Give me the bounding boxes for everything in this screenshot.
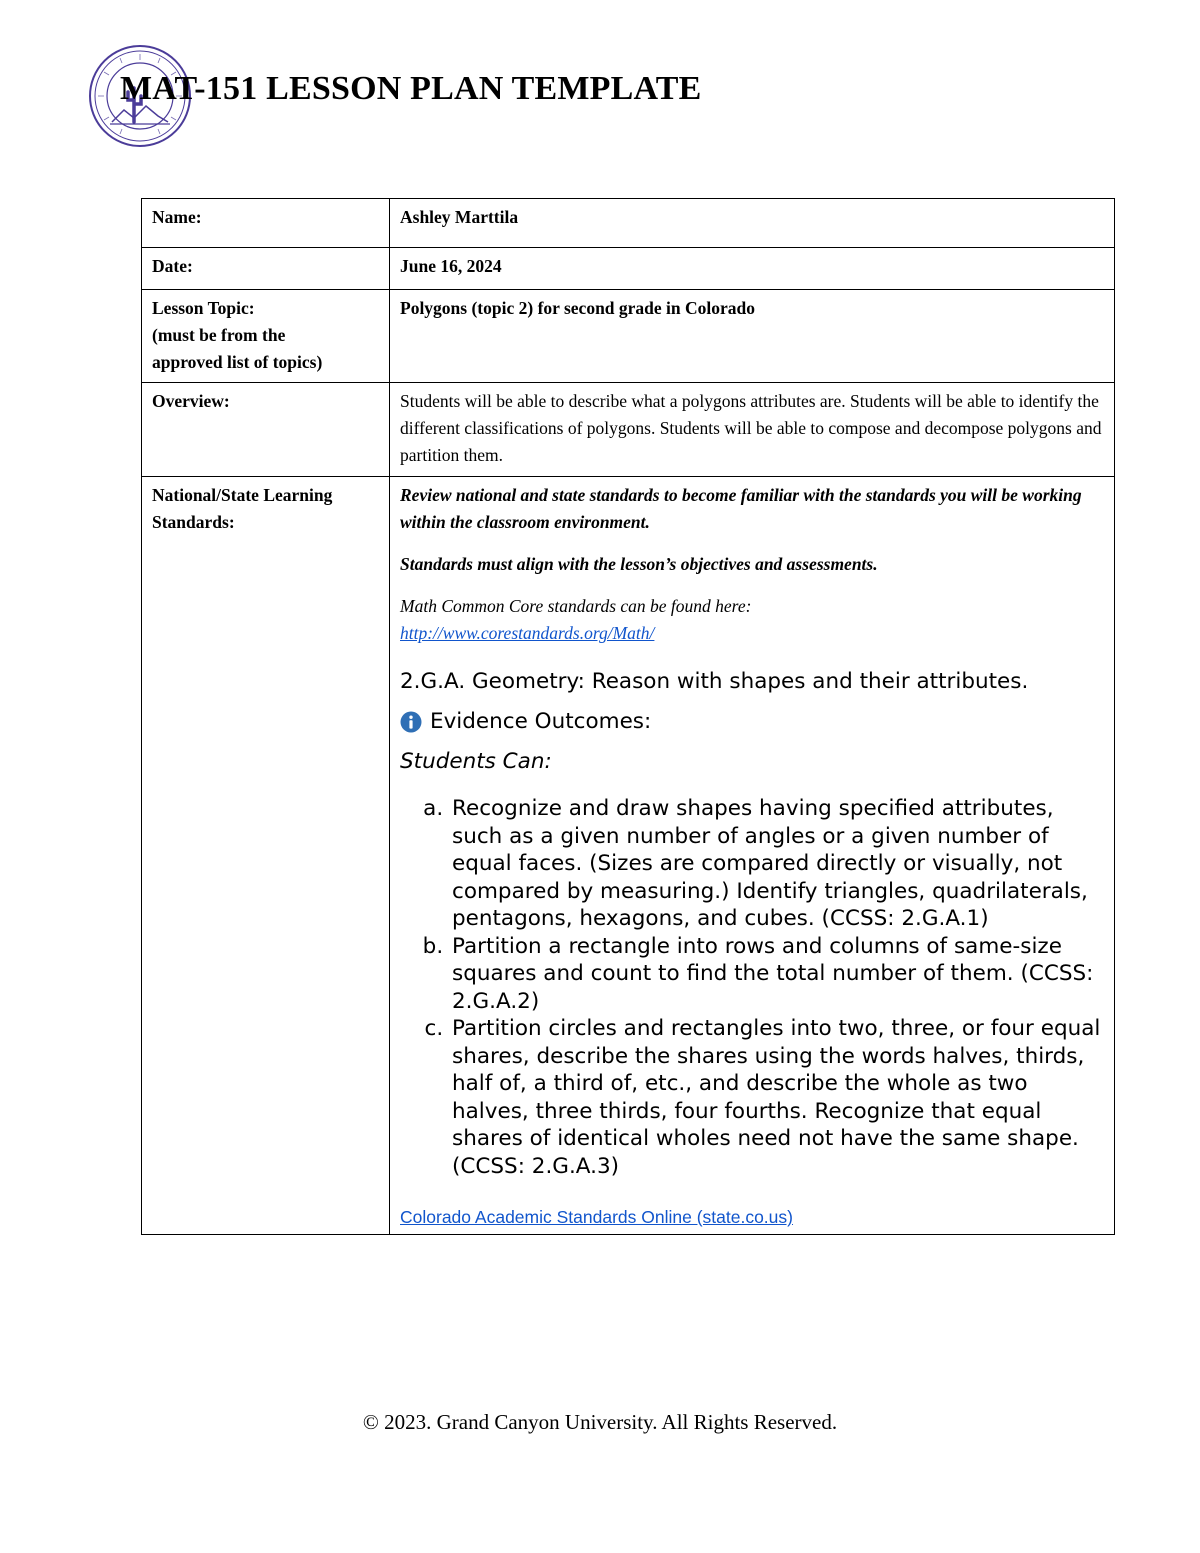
standards-label (142, 477, 390, 1235)
table-row-overview (142, 383, 1115, 477)
standards-instruction-1: Review national and state standards to become familiar with the standards you will be working within the classroom environment. (400, 485, 1082, 532)
topic-value: Polygons (topic 2) for second grade in Colorado (390, 290, 1115, 383)
evidence-outcomes-heading (400, 707, 1104, 737)
name-value: Ashley Marttila (390, 199, 1115, 248)
evidence-outcomes-list (400, 795, 1104, 1180)
lesson-plan-table (141, 198, 1115, 1235)
table-row-name (142, 199, 1115, 248)
list-item: c. Partition circles and rectangles into two, three, or four equal shares, describe the shares using the words halves, thirds, half of, a third of, etc., and describe the whole as two halves, three thirds, four fourths. Recognize that equal shares of identical wholes need not have the same shape. (CCSS: 2.G.A.3) (450, 1015, 1104, 1180)
copyright-footer: © 2023. Grand Canyon University. All Rights Reserved. (362, 1410, 838, 1434)
table-row-standards (142, 477, 1115, 1235)
standards-label-line-2: Standards: (152, 512, 235, 532)
topic-label-line-1: Lesson Topic: (152, 298, 255, 318)
date-value: June 16, 2024 (390, 248, 1115, 290)
list-item: a. Recognize and draw shapes having specified attributes, such as a given number of angles or a given number of equal faces. (Sizes are compared directly or visually, not compared by measuring.) Identify triangles, quadrilaterals, pentagons, hexagons, and cubes. (CCSS: 2.G.A.1) (450, 795, 1104, 933)
students-can-heading: Students Can: (400, 749, 552, 774)
topic-label (142, 290, 390, 383)
standards-content (390, 477, 1115, 1235)
page-title: MAT-151 LESSON PLAN TEMPLATE (120, 70, 702, 107)
list-item: b. Partition a rectangle into rows and columns of same-size squares and count to find the total number of them. (CCSS: 2.G.A.2) (450, 933, 1104, 1016)
date-label: Date: (142, 248, 390, 290)
colorado-standards-link[interactable]: Colorado Academic Standards Online (state.co.us) (400, 1207, 793, 1227)
overview-value: Students will be able to describe what a polygons attributes are. Students will be able to identify the different classifications of polygons. Students will be able to compose and decompose polygons and partition them. (390, 383, 1115, 477)
topic-label-line-2: (must be from the (152, 325, 286, 345)
standards-instruction-2: Standards must align with the lesson’s objectives and assessments. (400, 554, 878, 574)
common-core-note: Math Common Core standards can be found here: (400, 596, 752, 616)
overview-label: Overview: (142, 383, 390, 477)
common-core-link[interactable]: http://www.corestandards.org/Math/ (400, 623, 655, 643)
name-label: Name: (142, 199, 390, 248)
geometry-heading: 2.G.A. Geometry: Reason with shapes and their attributes. (400, 669, 1029, 694)
table-row-topic (142, 290, 1115, 383)
standards-label-line-1: National/State Learning (152, 485, 333, 505)
info-icon (400, 711, 422, 733)
evidence-outcomes-label: Evidence Outcomes: (430, 709, 652, 734)
colorado-standards-link-line (400, 1206, 1104, 1228)
table-row-date (142, 248, 1115, 290)
topic-label-line-3: approved list of topics) (152, 352, 323, 372)
common-core-link-line (400, 620, 1104, 647)
